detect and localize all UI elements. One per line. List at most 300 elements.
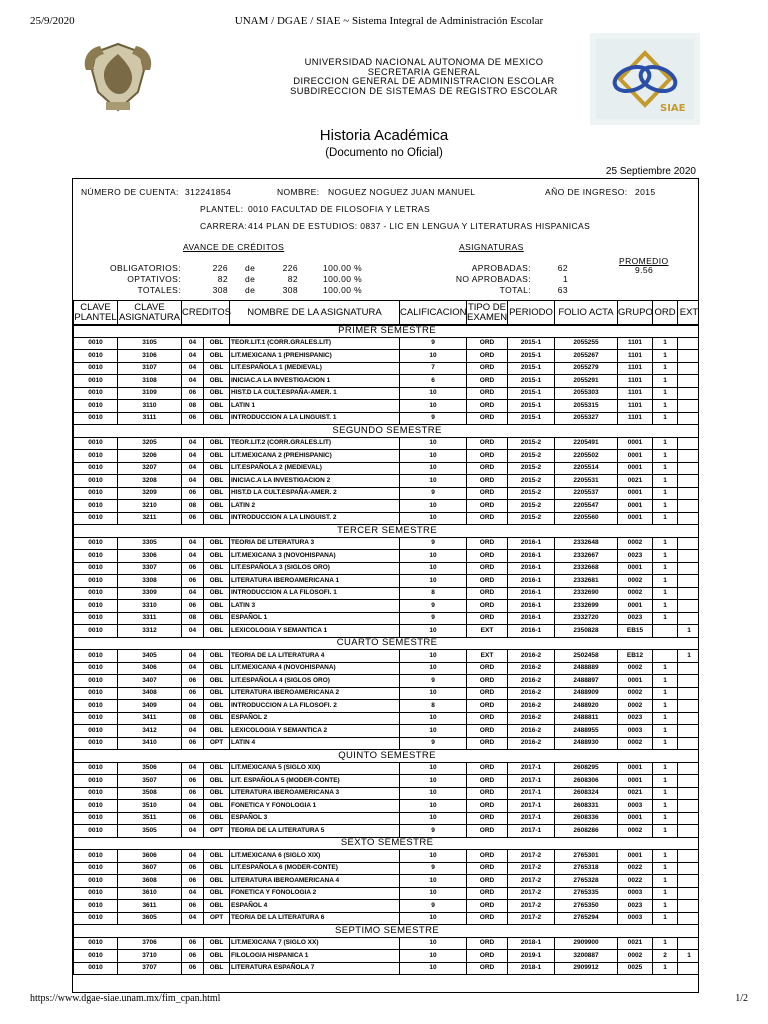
cell-calificacion: 9: [400, 537, 467, 550]
cuenta-label: NÚMERO DE CUENTA:: [81, 187, 179, 197]
cell-tipo-examen: ORD: [467, 375, 508, 388]
cell-clave-asignatura: 3507: [118, 775, 182, 788]
col-tipo-examen: TIPO DE EXAMEN: [467, 301, 508, 326]
cell-clave-asignatura: 3411: [118, 712, 182, 725]
cell-clave-plantel: 0010: [74, 700, 118, 713]
cell-tipo-asignatura: OBL: [204, 800, 230, 813]
cell-folio-acta: 2608286: [555, 825, 618, 838]
cell-asignatura: FONETICA Y FONOLOGIA 2: [230, 887, 400, 900]
cell-creditos: 04: [182, 650, 204, 663]
cell-clave-asignatura: 3412: [118, 725, 182, 738]
cell-ord: 1: [653, 887, 678, 900]
cell-asignatura: LATIN 2: [230, 500, 400, 513]
promedio-value: 9.56: [635, 265, 654, 275]
cell-periodo: 2016-1: [508, 612, 555, 625]
cell-tipo-asignatura: OBL: [204, 625, 230, 638]
cell-calificacion: 10: [400, 725, 467, 738]
semester-header: [74, 925, 700, 938]
cell-asignatura: LEXICOLOGIA Y SEMANTICA 1: [230, 625, 400, 638]
cell-periodo: 2016-2: [508, 737, 555, 750]
cell-periodo: 2018-1: [508, 937, 555, 950]
cell-grupo: 0002: [618, 537, 653, 550]
cell-ext: 1: [678, 625, 700, 638]
cell-calificacion: 9: [400, 862, 467, 875]
cell-ord: 1: [653, 687, 678, 700]
cell-calificacion: 10: [400, 650, 467, 663]
semester-header: [74, 837, 700, 850]
cell-periodo: 2015-1: [508, 387, 555, 400]
cell-asignatura: INTRODUCCION A LA LINGUIST. 2: [230, 512, 400, 525]
cell-tipo-examen: ORD: [467, 775, 508, 788]
cell-ext: [678, 662, 700, 675]
cell-tipo-examen: ORD: [467, 762, 508, 775]
cell-creditos: 06: [182, 412, 204, 425]
cell-ext: [678, 612, 700, 625]
cell-folio-acta: 2608336: [555, 812, 618, 825]
cell-creditos: 06: [182, 812, 204, 825]
cell-folio-acta: 2055291: [555, 375, 618, 388]
table-row: [74, 362, 700, 375]
cell-ext: [678, 512, 700, 525]
cell-ext: [678, 450, 700, 463]
cell-tipo-examen: ORD: [467, 387, 508, 400]
cell-clave-asignatura: 3707: [118, 962, 182, 975]
col-ext: EXT: [678, 301, 700, 326]
cell-ord: 1: [653, 800, 678, 813]
cell-calificacion: 10: [400, 937, 467, 950]
avance-cursados: 82: [217, 274, 228, 284]
cell-folio-acta: 2488920: [555, 700, 618, 713]
cell-periodo: 2017-2: [508, 887, 555, 900]
cell-asignatura: FONETICA Y FONOLOGIA 1: [230, 800, 400, 813]
cell-grupo: 0001: [618, 450, 653, 463]
cell-ext: [678, 387, 700, 400]
cell-ord: 1: [653, 475, 678, 488]
cell-asignatura: LIT.ESPAÑOLA 2 (MEDIEVAL): [230, 462, 400, 475]
cell-ord: 1: [653, 500, 678, 513]
cell-periodo: 2016-2: [508, 712, 555, 725]
cell-periodo: 2017-1: [508, 812, 555, 825]
cell-tipo-examen: ORD: [467, 887, 508, 900]
cell-tipo-examen: ORD: [467, 787, 508, 800]
cell-ord: 1: [653, 900, 678, 913]
cell-folio-acta: 2765294: [555, 912, 618, 925]
cell-tipo-examen: ORD: [467, 812, 508, 825]
table-row: [74, 600, 700, 613]
cell-ext: [678, 600, 700, 613]
avance-cursados: 226: [212, 263, 228, 273]
cell-tipo-asignatura: OBL: [204, 575, 230, 588]
cell-tipo-examen: ORD: [467, 487, 508, 500]
table-row: [74, 387, 700, 400]
cell-creditos: 04: [182, 912, 204, 925]
cell-tipo-asignatura: OBL: [204, 387, 230, 400]
cell-clave-plantel: 0010: [74, 825, 118, 838]
cell-grupo: 0022: [618, 875, 653, 888]
avance-cursados: 308: [212, 285, 228, 295]
cell-clave-plantel: 0010: [74, 675, 118, 688]
cell-tipo-asignatura: OBL: [204, 600, 230, 613]
cell-asignatura: LIT.MEXICANA 5 (SIGLO XIX): [230, 762, 400, 775]
cell-clave-plantel: 0010: [74, 400, 118, 413]
cell-clave-asignatura: 3211: [118, 512, 182, 525]
table-row: [74, 462, 700, 475]
table-row: [74, 500, 700, 513]
siae-logo-text: SIAE: [660, 103, 686, 114]
cell-grupo: 0002: [618, 825, 653, 838]
cell-ext: [678, 437, 700, 450]
table-row: [74, 437, 700, 450]
cell-ext: [678, 725, 700, 738]
cell-grupo: 0001: [618, 462, 653, 475]
cell-ord: 1: [653, 575, 678, 588]
document-date: 25 Septiembre 2020: [605, 166, 696, 177]
cell-creditos: 06: [182, 950, 204, 963]
cell-calificacion: 9: [400, 612, 467, 625]
cell-creditos: 04: [182, 700, 204, 713]
cell-clave-plantel: 0010: [74, 800, 118, 813]
print-date: 25/9/2020: [30, 15, 75, 27]
cell-ord: 1: [653, 725, 678, 738]
cell-asignatura: INTRODUCCION A LA LINGUIST. 1: [230, 412, 400, 425]
cell-tipo-examen: ORD: [467, 912, 508, 925]
cell-grupo: 0023: [618, 900, 653, 913]
cell-ord: 1: [653, 825, 678, 838]
plantel-value: 0010 FACULTAD DE FILOSOFIA Y LETRAS: [248, 204, 431, 214]
cell-tipo-examen: ORD: [467, 587, 508, 600]
cell-ext: [678, 587, 700, 600]
cell-ord: 1: [653, 787, 678, 800]
cell-creditos: 04: [182, 362, 204, 375]
table-row: [74, 825, 700, 838]
cell-tipo-examen: ORD: [467, 737, 508, 750]
cell-calificacion: 10: [400, 912, 467, 925]
cell-tipo-asignatura: OBL: [204, 700, 230, 713]
cell-calificacion: 10: [400, 512, 467, 525]
cell-ext: [678, 912, 700, 925]
cell-tipo-asignatura: OPT: [204, 737, 230, 750]
cell-creditos: 06: [182, 937, 204, 950]
cell-folio-acta: 2055327: [555, 412, 618, 425]
cell-clave-plantel: 0010: [74, 450, 118, 463]
cell-clave-plantel: 0010: [74, 612, 118, 625]
cell-tipo-asignatura: OBL: [204, 375, 230, 388]
institution-line: SECRETARIA GENERAL: [367, 66, 481, 77]
cell-asignatura: LIT.ESPAÑOLA 6 (MODER-CONTE): [230, 862, 400, 875]
cell-asignatura: LIT.ESPAÑOLA 3 (SIGLOS ORO): [230, 562, 400, 575]
cell-clave-plantel: 0010: [74, 387, 118, 400]
cell-calificacion: 10: [400, 387, 467, 400]
cell-folio-acta: 2909900: [555, 937, 618, 950]
table-row: [74, 700, 700, 713]
cell-grupo: 0002: [618, 587, 653, 600]
cell-tipo-examen: ORD: [467, 800, 508, 813]
cell-tipo-asignatura: OBL: [204, 687, 230, 700]
institution-line: UNIVERSIDAD NACIONAL AUTONOMA DE MEXICO: [304, 57, 544, 67]
cell-grupo: 1101: [618, 375, 653, 388]
cell-clave-plantel: 0010: [74, 762, 118, 775]
academic-record: [72, 178, 699, 993]
table-row: [74, 737, 700, 750]
cell-calificacion: 10: [400, 462, 467, 475]
cell-ord: 1: [653, 450, 678, 463]
nombre-value: NOGUEZ NOGUEZ JUAN MANUEL: [328, 187, 476, 197]
avance-requeridos: 226: [282, 263, 298, 273]
cell-grupo: 1101: [618, 337, 653, 350]
cell-folio-acta: 2765350: [555, 900, 618, 913]
cell-clave-plantel: 0010: [74, 812, 118, 825]
cell-creditos: 06: [182, 512, 204, 525]
cell-periodo: 2015-2: [508, 437, 555, 450]
cell-clave-asignatura: 3409: [118, 700, 182, 713]
cell-folio-acta: 2608324: [555, 787, 618, 800]
cell-ord: 1: [653, 712, 678, 725]
cell-periodo: 2019-1: [508, 950, 555, 963]
document-title: Historia Académica: [319, 127, 449, 144]
table-row: [74, 762, 700, 775]
cell-tipo-examen: ORD: [467, 512, 508, 525]
cell-ord: 2: [653, 950, 678, 963]
cell-ord: 1: [653, 962, 678, 975]
cell-clave-asignatura: 3408: [118, 687, 182, 700]
grades-table: [73, 324, 699, 975]
cell-asignatura: LITERATURA IBEROAMERICANA 3: [230, 787, 400, 800]
avance-requeridos: 82: [287, 274, 298, 284]
cell-tipo-asignatura: OBL: [204, 650, 230, 663]
cell-clave-asignatura: 3306: [118, 550, 182, 563]
cell-asignatura: TEORIA DE LA LITERATURA 5: [230, 825, 400, 838]
cell-folio-acta: 2608295: [555, 762, 618, 775]
institution-line: SUBDIRECCION DE SISTEMAS DE REGISTRO ESCOLAR: [290, 85, 558, 96]
cell-creditos: 06: [182, 737, 204, 750]
aprobadas-label: APROBADAS:: [471, 263, 531, 273]
avance-de: de: [245, 274, 256, 284]
cell-clave-asignatura: 3410: [118, 737, 182, 750]
print-page-number: 1/2: [735, 993, 748, 1004]
cell-clave-asignatura: 3406: [118, 662, 182, 675]
cell-creditos: 04: [182, 437, 204, 450]
table-row: [74, 662, 700, 675]
cell-clave-asignatura: 3210: [118, 500, 182, 513]
cell-creditos: 06: [182, 775, 204, 788]
cell-asignatura: TEOR.LIT.1 (CORR.GRALES.LIT): [230, 337, 400, 350]
col-ord: ORD: [653, 301, 678, 326]
cell-asignatura: TEORIA DE LA LITERATURA 6: [230, 912, 400, 925]
cell-clave-plantel: 0010: [74, 662, 118, 675]
cell-tipo-examen: ORD: [467, 937, 508, 950]
cell-tipo-asignatura: OBL: [204, 900, 230, 913]
cell-grupo: 0001: [618, 775, 653, 788]
cell-calificacion: 9: [400, 487, 467, 500]
cell-asignatura: LIT.MEXICANA 6 (SIGLO XIX): [230, 850, 400, 863]
cell-folio-acta: 2055279: [555, 362, 618, 375]
cell-folio-acta: 2205531: [555, 475, 618, 488]
avance-label: OBLIGATORIOS:: [109, 263, 181, 273]
cell-folio-acta: 2205491: [555, 437, 618, 450]
cell-tipo-examen: ORD: [467, 500, 508, 513]
cell-clave-asignatura: 3505: [118, 825, 182, 838]
cell-asignatura: HIST.D LA CULT.ESPAÑA-AMER. 2: [230, 487, 400, 500]
cell-asignatura: ESPAÑOL 3: [230, 812, 400, 825]
print-header: [30, 15, 748, 29]
cell-folio-acta: 2488909: [555, 687, 618, 700]
cell-clave-asignatura: 3607: [118, 862, 182, 875]
cell-clave-asignatura: 3510: [118, 800, 182, 813]
cell-tipo-examen: ORD: [467, 700, 508, 713]
cell-grupo: 0001: [618, 500, 653, 513]
table-row: [74, 900, 700, 913]
cell-ord: 1: [653, 562, 678, 575]
cell-tipo-asignatura: OBL: [204, 400, 230, 413]
unam-logo: [78, 40, 158, 116]
cell-clave-plantel: 0010: [74, 937, 118, 950]
cell-ord: 1: [653, 350, 678, 363]
table-row: [74, 512, 700, 525]
cell-periodo: 2017-1: [508, 787, 555, 800]
cell-clave-plantel: 0010: [74, 787, 118, 800]
cell-clave-plantel: 0010: [74, 337, 118, 350]
cell-asignatura: LITERATURA IBEROAMERICANA 4: [230, 875, 400, 888]
ingreso-value: 2015: [635, 187, 656, 197]
cell-tipo-asignatura: OPT: [204, 825, 230, 838]
no-aprobadas-value: 1: [562, 274, 568, 284]
cell-folio-acta: 2055315: [555, 400, 618, 413]
cell-folio-acta: 2608331: [555, 800, 618, 813]
cell-periodo: 2015-1: [508, 350, 555, 363]
avance-pct: 100.00 %: [323, 274, 363, 284]
cell-ord: 1: [653, 600, 678, 613]
col-clave-asignatura: CLAVE ASIGNATURA: [118, 301, 182, 326]
cell-ext: [678, 850, 700, 863]
cell-grupo: 0023: [618, 612, 653, 625]
cell-creditos: 04: [182, 537, 204, 550]
plantel-label: PLANTEL:: [200, 204, 244, 214]
cell-tipo-asignatura: OBL: [204, 500, 230, 513]
cuenta-value: 312241854: [185, 187, 232, 197]
cell-folio-acta: 2332681: [555, 575, 618, 588]
cell-folio-acta: 2488897: [555, 675, 618, 688]
cell-ord: 1: [653, 762, 678, 775]
cell-clave-plantel: 0010: [74, 875, 118, 888]
cell-ord: 1: [653, 612, 678, 625]
cell-clave-asignatura: 3310: [118, 600, 182, 613]
cell-clave-asignatura: 3610: [118, 887, 182, 900]
cell-creditos: 04: [182, 550, 204, 563]
cell-ord: 1: [653, 850, 678, 863]
table-row: [74, 812, 700, 825]
cell-folio-acta: 2205537: [555, 487, 618, 500]
cell-periodo: 2015-2: [508, 487, 555, 500]
cell-grupo: 0002: [618, 950, 653, 963]
cell-tipo-asignatura: OBL: [204, 337, 230, 350]
cell-ext: [678, 400, 700, 413]
cell-ord: 1: [653, 462, 678, 475]
cell-clave-asignatura: 3107: [118, 362, 182, 375]
cell-creditos: 06: [182, 962, 204, 975]
cell-folio-acta: 2608306: [555, 775, 618, 788]
table-row: [74, 575, 700, 588]
cell-clave-plantel: 0010: [74, 350, 118, 363]
cell-asignatura: ESPAÑOL 1: [230, 612, 400, 625]
cell-tipo-examen: ORD: [467, 900, 508, 913]
cell-grupo: 0023: [618, 550, 653, 563]
cell-creditos: 04: [182, 762, 204, 775]
cell-calificacion: 10: [400, 662, 467, 675]
cell-clave-plantel: 0010: [74, 487, 118, 500]
cell-clave-plantel: 0010: [74, 687, 118, 700]
cell-periodo: 2017-2: [508, 912, 555, 925]
carrera-value: 414 PLAN DE ESTUDIOS: 0837 - LIC EN LENGUA Y LITERATURAS HISPANICAS: [248, 221, 591, 231]
cell-calificacion: 10: [400, 875, 467, 888]
cell-ext: [678, 762, 700, 775]
cell-grupo: 0021: [618, 937, 653, 950]
cell-calificacion: 10: [400, 812, 467, 825]
cell-creditos: 06: [182, 900, 204, 913]
cell-creditos: 04: [182, 662, 204, 675]
cell-grupo: 0002: [618, 687, 653, 700]
cell-creditos: 04: [182, 475, 204, 488]
cell-calificacion: 10: [400, 950, 467, 963]
cell-asignatura: LITERATURA IBEROAMERICANA 2: [230, 687, 400, 700]
cell-clave-asignatura: 3305: [118, 537, 182, 550]
cell-ord: 1: [653, 775, 678, 788]
cell-clave-plantel: 0010: [74, 862, 118, 875]
table-row: [74, 612, 700, 625]
table-row: [74, 487, 700, 500]
cell-tipo-asignatura: OBL: [204, 675, 230, 688]
col-grupo: GRUPO: [618, 301, 653, 326]
cell-calificacion: 9: [400, 825, 467, 838]
cell-asignatura: LIT.MEXICANA 1 (PREHISPANIC): [230, 350, 400, 363]
table-row: [74, 375, 700, 388]
cell-periodo: 2015-2: [508, 450, 555, 463]
cell-folio-acta: 2502458: [555, 650, 618, 663]
cell-calificacion: 10: [400, 625, 467, 638]
table-row: [74, 562, 700, 575]
cell-asignatura: LITERATURA IBEROAMERICANA 1: [230, 575, 400, 588]
cell-calificacion: 10: [400, 500, 467, 513]
cell-creditos: 06: [182, 875, 204, 888]
cell-tipo-asignatura: OBL: [204, 537, 230, 550]
cell-periodo: 2016-2: [508, 700, 555, 713]
table-row: [74, 687, 700, 700]
cell-folio-acta: 2332648: [555, 537, 618, 550]
cell-grupo: 0001: [618, 675, 653, 688]
cell-folio-acta: 2055303: [555, 387, 618, 400]
cell-ord: 1: [653, 937, 678, 950]
cell-periodo: 2018-1: [508, 962, 555, 975]
cell-clave-asignatura: 3606: [118, 850, 182, 863]
cell-tipo-asignatura: OBL: [204, 412, 230, 425]
cell-tipo-examen: ORD: [467, 462, 508, 475]
cell-ext: [678, 937, 700, 950]
cell-calificacion: 8: [400, 587, 467, 600]
cell-clave-asignatura: 3110: [118, 400, 182, 413]
table-row: [74, 950, 700, 963]
cell-clave-plantel: 0010: [74, 712, 118, 725]
cell-clave-plantel: 0010: [74, 587, 118, 600]
cell-creditos: 04: [182, 850, 204, 863]
cell-ord: 1: [653, 400, 678, 413]
cell-tipo-asignatura: OBL: [204, 787, 230, 800]
cell-creditos: 04: [182, 375, 204, 388]
col-periodo: PERIODO: [508, 301, 555, 326]
cell-grupo: 1101: [618, 350, 653, 363]
cell-ord: 1: [653, 387, 678, 400]
cell-folio-acta: 2765301: [555, 850, 618, 863]
cell-folio-acta: 3200887: [555, 950, 618, 963]
cell-tipo-examen: ORD: [467, 400, 508, 413]
